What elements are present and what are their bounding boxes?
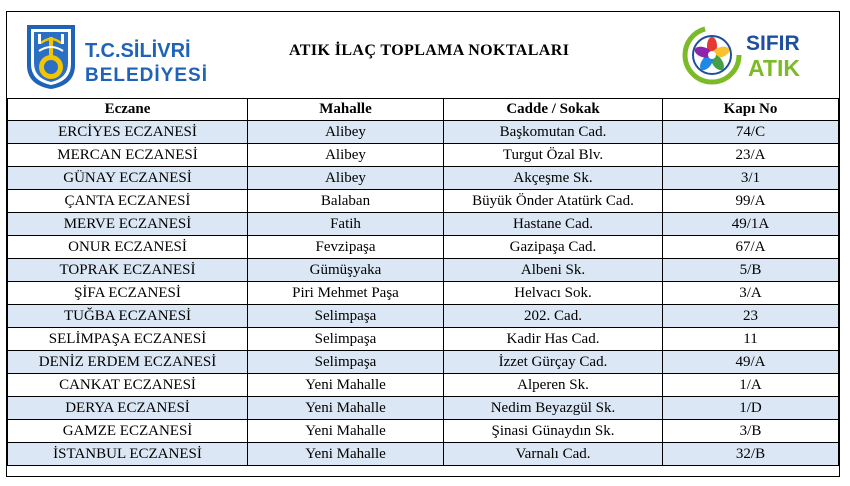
door-number-cell: 11 <box>663 328 839 351</box>
pharmacy-name-cell: TUĞBA ECZANESİ <box>8 305 248 328</box>
table-row <box>8 374 839 397</box>
municipality-name-line1: T.C.SİLİVRİ <box>85 40 191 62</box>
table-row <box>8 420 839 443</box>
table-row <box>8 167 839 190</box>
municipality-name-line2: BELEDİYESİ <box>85 65 208 86</box>
street-cell: Turgut Özal Blv. <box>444 144 663 167</box>
table-header-row <box>8 99 839 121</box>
table-row <box>8 236 839 259</box>
street-cell: Hastane Cad. <box>444 213 663 236</box>
street-cell: Nedim Beyazgül Sk. <box>444 397 663 420</box>
document-frame <box>6 11 840 477</box>
pharmacy-name-cell: GÜNAY ECZANESİ <box>8 167 248 190</box>
zero-waste-word1: SIFIR <box>746 32 800 55</box>
neighborhood-cell: Yeni Mahalle <box>248 374 444 397</box>
pharmacy-name-cell: MERVE ECZANESİ <box>8 213 248 236</box>
neighborhood-cell: Selimpaşa <box>248 351 444 374</box>
door-number-cell: 23 <box>663 305 839 328</box>
door-number-cell: 1/A <box>663 374 839 397</box>
neighborhood-cell: Alibey <box>248 167 444 190</box>
neighborhood-cell: Yeni Mahalle <box>248 443 444 466</box>
neighborhood-cell: Balaban <box>248 190 444 213</box>
silivri-municipality-logo <box>23 21 253 91</box>
street-cell: Kadir Has Cad. <box>444 328 663 351</box>
pharmacy-name-cell: ERCİYES ECZANESİ <box>8 121 248 144</box>
neighborhood-cell: Selimpaşa <box>248 328 444 351</box>
pharmacy-name-cell: DENİZ ERDEM ECZANESİ <box>8 351 248 374</box>
neighborhood-cell: Alibey <box>248 144 444 167</box>
door-number-cell: 32/B <box>663 443 839 466</box>
table-row <box>8 282 839 305</box>
door-number-cell: 3/A <box>663 282 839 305</box>
door-number-cell: 23/A <box>663 144 839 167</box>
neighborhood-cell: Fatih <box>248 213 444 236</box>
neighborhood-cell: Piri Mehmet Paşa <box>248 282 444 305</box>
street-cell: Akçeşme Sk. <box>444 167 663 190</box>
neighborhood-cell: Alibey <box>248 121 444 144</box>
document-header <box>7 12 838 98</box>
neighborhood-cell: Yeni Mahalle <box>248 420 444 443</box>
table-row <box>8 328 839 351</box>
column-header-neighborhood: Mahalle <box>248 99 444 121</box>
pharmacy-name-cell: ŞİFA ECZANESİ <box>8 282 248 305</box>
table-row <box>8 259 839 282</box>
street-cell: Varnalı Cad. <box>444 443 663 466</box>
zero-waste-flower-icon <box>685 28 739 82</box>
door-number-cell: 3/B <box>663 420 839 443</box>
pharmacy-name-cell: TOPRAK ECZANESİ <box>8 259 248 282</box>
table-row <box>8 351 839 374</box>
door-number-cell: 49/A <box>663 351 839 374</box>
zero-waste-word2: ATIK <box>748 55 800 81</box>
neighborhood-cell: Fevzipaşa <box>248 236 444 259</box>
column-header-door-no: Kapı No <box>663 99 839 121</box>
street-cell: Alperen Sk. <box>444 374 663 397</box>
door-number-cell: 74/C <box>663 121 839 144</box>
street-cell: Albeni Sk. <box>444 259 663 282</box>
pharmacy-name-cell: MERCAN ECZANESİ <box>8 144 248 167</box>
street-cell: Şinasi Günaydın Sk. <box>444 420 663 443</box>
door-number-cell: 5/B <box>663 259 839 282</box>
door-number-cell: 3/1 <box>663 167 839 190</box>
table-row <box>8 305 839 328</box>
door-number-cell: 49/1A <box>663 213 839 236</box>
column-header-street: Cadde / Sokak <box>444 99 663 121</box>
table-row <box>8 213 839 236</box>
pharmacy-name-cell: GAMZE ECZANESİ <box>8 420 248 443</box>
neighborhood-cell: Selimpaşa <box>248 305 444 328</box>
pharmacy-name-cell: İSTANBUL ECZANESİ <box>8 443 248 466</box>
pharmacy-name-cell: CANKAT ECZANESİ <box>8 374 248 397</box>
zero-waste-logo <box>682 24 832 86</box>
street-cell: Büyük Önder Atatürk Cad. <box>444 190 663 213</box>
pharmacy-name-cell: ÇANTA ECZANESİ <box>8 190 248 213</box>
table-row <box>8 144 839 167</box>
street-cell: Helvacı Sok. <box>444 282 663 305</box>
column-header-pharmacy: Eczane <box>8 99 248 121</box>
pharmacy-name-cell: DERYA ECZANESİ <box>8 397 248 420</box>
door-number-cell: 99/A <box>663 190 839 213</box>
door-number-cell: 67/A <box>663 236 839 259</box>
neighborhood-cell: Gümüşyaka <box>248 259 444 282</box>
street-cell: İzzet Gürçay Cad. <box>444 351 663 374</box>
pharmacy-table <box>7 98 839 466</box>
door-number-cell: 1/D <box>663 397 839 420</box>
neighborhood-cell: Yeni Mahalle <box>248 397 444 420</box>
table-body <box>8 121 839 466</box>
municipality-emblem-icon <box>27 25 75 89</box>
street-cell: 202. Cad. <box>444 305 663 328</box>
street-cell: Başkomutan Cad. <box>444 121 663 144</box>
pharmacy-name-cell: ONUR ECZANESİ <box>8 236 248 259</box>
table-row <box>8 121 839 144</box>
page-title: ATIK İLAÇ TOPLAMA NOKTALARI <box>289 42 570 59</box>
table-row <box>8 190 839 213</box>
pharmacy-name-cell: SELİMPAŞA ECZANESİ <box>8 328 248 351</box>
street-cell: Gazipaşa Cad. <box>444 236 663 259</box>
table-row <box>8 397 839 420</box>
table-row <box>8 443 839 466</box>
